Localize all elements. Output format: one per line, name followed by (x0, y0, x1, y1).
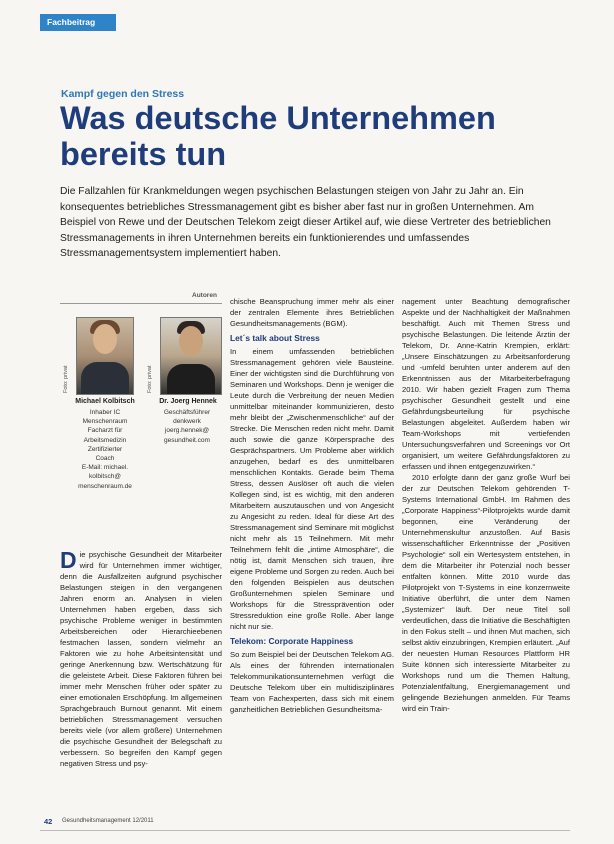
author-face (93, 324, 117, 354)
author-info-line: Geschäftsführer (163, 409, 211, 416)
article-paragraph: 2010 erfolgte dann der ganz große Wurf bei der zur Deutschen Telekom gehörenden T-Systems International GmbH. Im Rahmen des „Corporate Happiness“-Pilotprojekts wurde damit begonnen, eine Veränderung der Unternehmenskultur anzustoßen. Auf Basis wissenschaftlicher Erkenntnisse der „Positiven Psychologie“ soll ein Wertesystem entstehen, in dem die Mitarbeiter ihr Potenzial noch besser entfalten können. Mitte 2010 wurde das Pilotprojekt von T-Systems in eine konzernweite Initiative überführt, die unter dem Namen „Systemizer“ läuft. Der neue Titel soll verdeutlichen, dass die Initiative die Beschäftigten in den Fokus stellt – und ihnen Mut machen, sich selbst aktiv einzubringen, Krempien erläutert. „Auf der neuesten Human Resources Plattform HR Suite können sich interessierte Mitarbeiter zu Workshops rund um die Themen Haltung, Potenzialentfaltung, Energiemanagement und gelingende Beziehungen anmelden. Für Teams wird ein Train- (402, 473, 571, 713)
subheading-talk-about-stress: Let´s talk about Stress (230, 333, 320, 343)
author-suit (81, 362, 129, 395)
footer-divider (40, 830, 570, 831)
author-suit (167, 364, 215, 395)
author-info-line: menschenraum.de (78, 482, 132, 490)
author-info-line: E-Mail: michael. (81, 464, 129, 472)
author-photo-hennek (160, 317, 222, 395)
article-column-1 (60, 549, 222, 769)
article-paragraph (60, 549, 222, 769)
paragraph-text: ie psychische Gesundheit der Mitarbeiter wird für Unternehmen immer wichtiger, denn die Ausfallzeiten aufgrund psychischer Belastungen steigen in den vergangenen Jahren enorm an. Analysen in vielen Unternehmen haben ergeben, dass sich psychische Probleme weniger in bestimmten Arbeitsbereichen oder Hierarchieebenen festmachen lassen, sondern vielmehr an Faktoren wie zu hohe Arbeitsintensität und geringe Anerkennung bzw. Wertschätzung für die geleistete Arbeit. Diese Faktoren führen bei immer mehr Menschen früher oder später zu einer emotionalen Erschöpfung. Im allgemeinen Sprachgebrauch Burnout genannt. Mit einem betrieblichen Stressmanagement versuchen bereits viele (vor allem größere) Unternehmen die psychische Gesundheit der Belegschaft zu verbessern. So begreifen den Kampf gegen negativen Stress und psy- (60, 550, 222, 768)
photo-credit: Foto: privat (147, 365, 153, 393)
article-paragraph: So zum Beispiel bei der Deutschen Telekom AG. Als eines der führenden internationalen Telekommunikationsunternehmen verfügt die Deutsche Telekom über ein multidisziplinäres Team von Fachexperten, dass sich mit einem ganzheitlichen Betrieblichen Gesundheitsma- (230, 650, 394, 714)
authors-divider (60, 303, 222, 304)
author-info-hennek (152, 408, 222, 445)
article-lead: Die Fallzahlen für Krankmeldungen wegen psychischen Belastungen steigen von Jahr zu Jahr an. Ein konsequentes betriebliches Stressmanagement gibt es bisher aber fast nur in großen Unternehmen. Am Beispiel von Rewe und der Deutschen Telekom zeigt dieser Artikel auf, wie diese Vertreter des betrieblichen Stressmanagements in ihren Unternehmen bereits ein funktionierendes und umfassendes Stressmanagementsystem implementiert haben. (60, 186, 551, 259)
author-info-line: Menschenraum (82, 418, 128, 426)
author-info-line: Coach (95, 455, 115, 463)
author-info-line: Zertifizierter (87, 445, 123, 453)
article-paragraph: nagement unter Beachtung demografischer Aspekte und der Nachhaltigkeit der Maßnahmen beschäftigt. Auch mit Themen Stress und psychische Belastungen. Die leitende Ärztin der Telekom, Dr. Anne-Katrin Krempien, erklärt: „Unsere Einschätzungen zu Arbeitsanforderung und -umfeld beruhten unter anderem auf den Erkenntnissen aus der Mitarbeiterbefragung 2010. Wir haben gezielt Fragen zum Thema psychischer Gesundheit gestellt und eine Gefährdungsbeurteilung für psychische Belastungen abgeleitet. Außerdem haben wir Team-Workshops mit vertiefenden Untersuchungsverfahren und Screenings vor Ort organisiert, um weitere Gefährdungsfaktoren zu erfassen und ihnen entgegenzuwirken.“ (402, 297, 570, 471)
article-kicker: Kampf gegen den Stress (61, 88, 185, 100)
author-info-line: denkwerk (173, 418, 201, 426)
article-paragraph: chische Beanspruchung immer mehr als einer der zentralen Elemente ihres Betrieblichen Gesundheitsmanagements (BGM). (230, 297, 394, 328)
author-info-line: kolbitsch@ (89, 473, 121, 481)
author-info-line: Facharzt für (87, 427, 123, 435)
author-info-kolbitsch (66, 408, 144, 491)
subheading-corporate-happiness: Telekom: Corporate Happiness (230, 636, 354, 646)
page-number: 42 (44, 817, 53, 826)
section-tab: Fachbeitrag (40, 14, 116, 31)
article-column-2 (230, 296, 394, 715)
authors-label: Autoren (192, 292, 217, 299)
publication-source: Gesundheitsmanagement 12/2011 (62, 818, 154, 824)
author-info-line: Arbeitsmedizin (83, 436, 127, 444)
author-photo-kolbitsch (76, 317, 134, 395)
author-info-line: Inhaber IC (89, 409, 121, 416)
article-paragraph: In einem umfassenden betrieblichen Stressmanagement gehören viele Bausteine. Einer der wichtigsten sind die Durchführung von Seminaren und Workshops. Denn je weniger die Leute durch die Verbreitung der neuen Medien unmittelbar miteinander kommunizieren, desto mehr bleibt der „Zwischenmenschliche“ auf der Strecke. Die Menschen reden nicht mehr. Damit auch sowie die ganze Körpersprache des Gesprächspartners. Um Probleme aber wirklich anzugehen, bedarf es des unmittelbaren menschlichen Kontakts. Gerade beim Thema Stress, dessen Auslöser oft auch die vielen Kollegen sind, ist es wichtig, mit den anderen Mitarbeitern auszutauschen und von Angesicht zu Angesicht zu reden. Ideal für diese Art des Stressmanagement sind Seminare mit möglichst nicht mehr als 15 Teilnehmern. Mit mehr Teilnehmern fehlt die „intime Atmosphäre“, die nötig ist, damit Menschen sich trauen, ihre eigene Probleme und Sorgen zu reden. Auch bei den folgenden Beispielen aus deutschen Großunternehmen spielen Seminare und Workshops für die Stressprävention oder Stressreduktion eine große Rolle. Aber lange nicht nur sie. (230, 347, 394, 631)
article-title: Was deutsche Unternehmen bereits tun (60, 100, 496, 172)
author-face (179, 326, 203, 356)
article-column-3 (402, 296, 570, 714)
author-info-line: gesundheit.com (164, 436, 210, 444)
author-name-kolbitsch: Michael Kolbitsch (75, 398, 135, 405)
author-info-line: joerg.hennek@ (164, 427, 210, 435)
author-name-hennek: Dr. Joerg Hennek (159, 398, 217, 405)
drop-cap: D (60, 547, 77, 573)
photo-credit: Foto: privat (63, 365, 69, 393)
